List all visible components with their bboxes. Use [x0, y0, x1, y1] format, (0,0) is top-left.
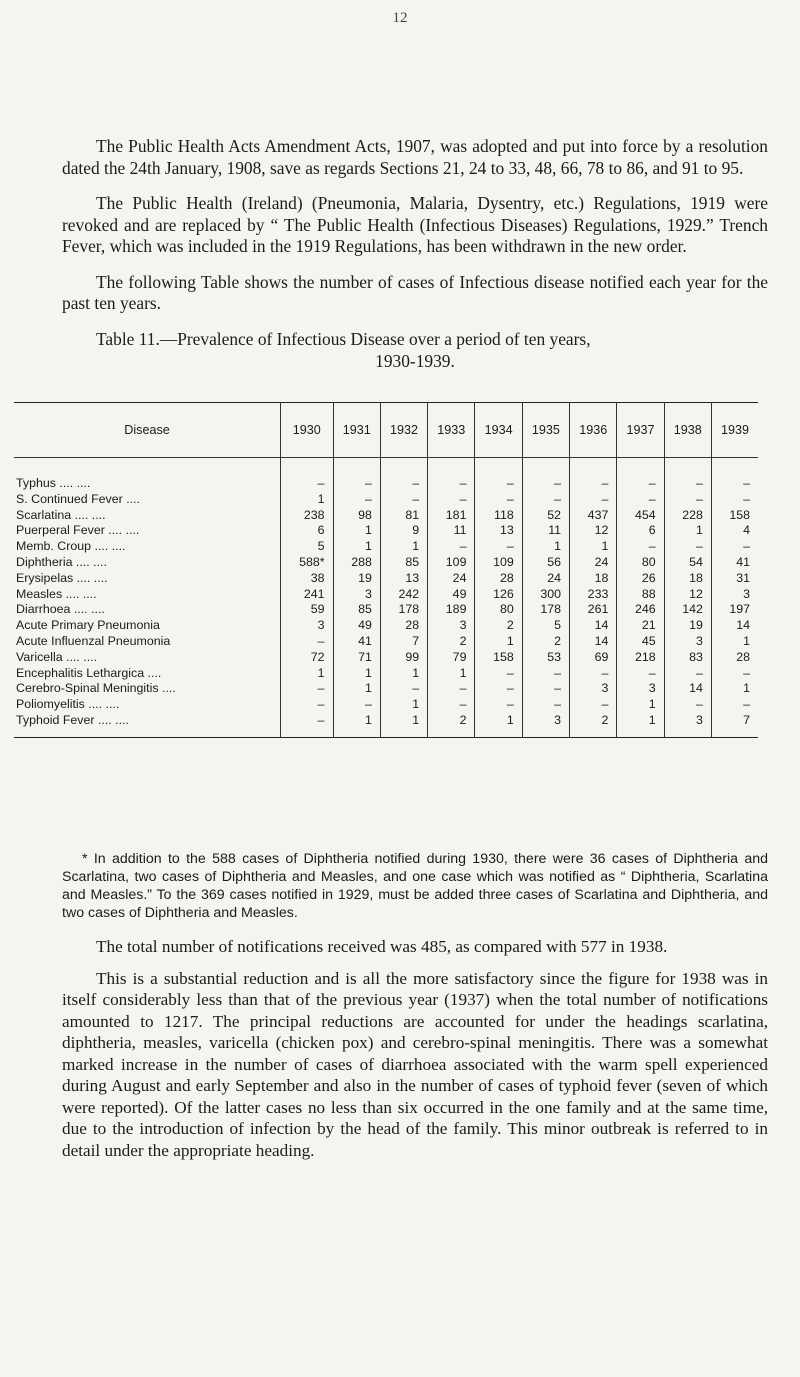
case-count-cell: 1 — [281, 666, 334, 682]
case-count-cell: 28 — [711, 650, 758, 666]
case-count-cell: 71 — [333, 650, 380, 666]
table-row — [14, 571, 758, 587]
case-count-cell: 588* — [281, 555, 334, 571]
table-body — [14, 458, 758, 738]
case-count-cell: – — [475, 492, 522, 508]
case-count-cell: 3 — [281, 618, 334, 634]
header-1932: 1932 — [380, 403, 427, 458]
table-row — [14, 713, 758, 738]
case-count-cell: 53 — [522, 650, 569, 666]
table-row — [14, 650, 758, 666]
header-1938: 1938 — [664, 403, 711, 458]
table-row — [14, 697, 758, 713]
case-count-cell: 9 — [380, 523, 427, 539]
case-count-cell: – — [428, 697, 475, 713]
case-count-cell: – — [711, 539, 758, 555]
case-count-cell: 126 — [475, 587, 522, 603]
case-count-cell: 14 — [664, 681, 711, 697]
case-count-cell: 11 — [428, 523, 475, 539]
case-count-cell: 142 — [664, 602, 711, 618]
disease-name-cell: S. Continued Fever .... — [16, 491, 140, 506]
spacer-cell — [380, 458, 427, 477]
case-count-cell: 178 — [380, 602, 427, 618]
case-count-cell: 14 — [711, 618, 758, 634]
case-count-cell: – — [664, 476, 711, 492]
case-count-cell: 1 — [333, 539, 380, 555]
case-count-cell: 7 — [711, 713, 758, 738]
spacer-cell — [281, 458, 334, 477]
case-count-cell: 6 — [617, 523, 664, 539]
case-count-cell: 2 — [522, 634, 569, 650]
disease-name-cell: Poliomyelitis .... .... — [16, 697, 120, 712]
disease-name-cell: Acute Influenzal Pneumonia — [16, 633, 171, 648]
spacer-cell — [333, 458, 380, 477]
case-count-cell: 99 — [380, 650, 427, 666]
case-count-cell: 19 — [664, 618, 711, 634]
case-count-cell: 11 — [522, 523, 569, 539]
case-count-cell: 238 — [281, 508, 334, 524]
case-count-cell: – — [281, 681, 334, 697]
case-count-cell: 1 — [428, 666, 475, 682]
case-count-cell: – — [711, 666, 758, 682]
table-row — [14, 476, 758, 492]
case-count-cell: – — [617, 492, 664, 508]
case-count-cell: 85 — [380, 555, 427, 571]
case-count-cell: 79 — [428, 650, 475, 666]
case-count-cell: 1 — [475, 713, 522, 738]
case-count-cell: – — [522, 681, 569, 697]
case-count-cell: 1 — [711, 634, 758, 650]
case-count-cell: 2 — [428, 634, 475, 650]
case-count-cell: 109 — [475, 555, 522, 571]
case-count-cell: 454 — [617, 508, 664, 524]
case-count-cell: 85 — [333, 602, 380, 618]
case-count-cell: 56 — [522, 555, 569, 571]
table-caption-line2: 1930-1939. — [375, 350, 455, 371]
case-count-cell: 21 — [617, 618, 664, 634]
case-count-cell: – — [333, 476, 380, 492]
case-count-cell: 69 — [570, 650, 617, 666]
table-row — [14, 681, 758, 697]
case-count-cell: – — [380, 492, 427, 508]
case-count-cell: 12 — [570, 523, 617, 539]
disease-name-cell: Acute Primary Pneumonia — [16, 618, 160, 633]
table-row — [14, 508, 758, 524]
case-count-cell: 109 — [428, 555, 475, 571]
case-count-cell: 300 — [522, 587, 569, 603]
case-count-cell: – — [475, 539, 522, 555]
header-disease: Disease — [14, 403, 281, 458]
case-count-cell: – — [428, 539, 475, 555]
case-count-cell: 246 — [617, 602, 664, 618]
case-count-cell: 5 — [281, 539, 334, 555]
disease-name-cell: Cerebro-Spinal Meningitis .... — [16, 681, 176, 696]
header-1930: 1930 — [281, 403, 334, 458]
page-number: 12 — [392, 10, 408, 26]
case-count-cell: 12 — [664, 587, 711, 603]
header-1934: 1934 — [475, 403, 522, 458]
spacer-cell — [475, 458, 522, 477]
case-count-cell: 261 — [570, 602, 617, 618]
case-count-cell: 3 — [570, 681, 617, 697]
case-count-cell: 1 — [475, 634, 522, 650]
case-count-cell: 241 — [281, 587, 334, 603]
case-count-cell: 1 — [333, 523, 380, 539]
paragraph-reduction-discussion: This is a substantial reduction and is all the more satisfactory since the figure for 1938 was in itself considerably less than that of the previous year (1937) when the total number of notifications amounted to 1217. The principal reductions are accounted for under the headings scarlatina, diphtheria, measles, varicella (chicken pox) and cerebro-spinal meningitis. There was a somewhat marked increase in the number of cases of diarrhoea associated with the warm spell experienced during August and early September and also in the number of cases of typhoid fever (seven of which were reported). Of the latter cases no less than six occurred in the one family and at the same time, due to the introduction of infection by the head of the family. This minor outbreak is referred to in detail under the appropriate heading. — [62, 968, 768, 1160]
disease-name-cell: Memb. Croup .... .... — [16, 539, 126, 554]
disease-name-cell: Scarlatina .... .... — [16, 507, 106, 522]
case-count-cell: – — [664, 697, 711, 713]
case-count-cell: 28 — [380, 618, 427, 634]
case-count-cell: 19 — [333, 571, 380, 587]
case-count-cell: 41 — [333, 634, 380, 650]
case-count-cell: – — [281, 634, 334, 650]
case-count-cell: 288 — [333, 555, 380, 571]
case-count-cell: 52 — [522, 508, 569, 524]
case-count-cell: 1 — [380, 539, 427, 555]
case-count-cell: 2 — [428, 713, 475, 738]
case-count-cell: – — [570, 476, 617, 492]
case-count-cell: 1 — [711, 681, 758, 697]
case-count-cell: 1 — [570, 539, 617, 555]
table-caption — [62, 329, 768, 372]
disease-name-cell: Diphtheria .... .... — [16, 554, 107, 569]
case-count-cell: 18 — [664, 571, 711, 587]
case-count-cell: 1 — [380, 713, 427, 738]
case-count-cell: 14 — [570, 618, 617, 634]
case-count-cell: – — [281, 476, 334, 492]
table-row — [14, 618, 758, 634]
spacer-cell — [664, 458, 711, 477]
case-count-cell: – — [281, 697, 334, 713]
case-count-cell: 1 — [281, 492, 334, 508]
case-count-cell: 7 — [380, 634, 427, 650]
disease-name-cell: Varicella .... .... — [16, 649, 98, 664]
case-count-cell: 54 — [664, 555, 711, 571]
case-count-cell: 197 — [711, 602, 758, 618]
spacer-cell — [428, 458, 475, 477]
case-count-cell: 1 — [333, 666, 380, 682]
disease-name-cell: Erysipelas .... .... — [16, 570, 108, 585]
header-1937: 1937 — [617, 403, 664, 458]
spacer-cell — [617, 458, 664, 477]
table-row — [14, 492, 758, 508]
case-count-cell: – — [711, 492, 758, 508]
spacer-cell — [522, 458, 569, 477]
table-row — [14, 539, 758, 555]
case-count-cell: 158 — [475, 650, 522, 666]
case-count-cell: 88 — [617, 587, 664, 603]
case-count-cell: – — [522, 492, 569, 508]
case-count-cell: – — [428, 492, 475, 508]
disease-name-cell: Typhus .... .... — [16, 476, 91, 490]
case-count-cell: 437 — [570, 508, 617, 524]
case-count-cell: 72 — [281, 650, 334, 666]
prevalence-table — [14, 402, 758, 738]
case-count-cell: 26 — [617, 571, 664, 587]
case-count-cell: 158 — [711, 508, 758, 524]
case-count-cell: – — [617, 666, 664, 682]
disease-name-cell: Measles .... .... — [16, 586, 97, 601]
case-count-cell: 1 — [333, 681, 380, 697]
case-count-cell: 31 — [711, 571, 758, 587]
table-row — [14, 523, 758, 539]
case-count-cell: – — [522, 666, 569, 682]
table-row — [14, 555, 758, 571]
case-count-cell: 24 — [522, 571, 569, 587]
case-count-cell: – — [664, 492, 711, 508]
case-count-cell: – — [664, 666, 711, 682]
case-count-cell: 242 — [380, 587, 427, 603]
spacer-cell — [711, 458, 758, 477]
table-caption-line1: Table 11.—Prevalence of Infectious Disease over a period of ten years, — [96, 328, 591, 349]
case-count-cell: 13 — [475, 523, 522, 539]
case-count-cell: 38 — [281, 571, 334, 587]
case-count-cell: – — [664, 539, 711, 555]
header-1935: 1935 — [522, 403, 569, 458]
case-count-cell: 83 — [664, 650, 711, 666]
case-count-cell: 181 — [428, 508, 475, 524]
case-count-cell: 233 — [570, 587, 617, 603]
table-row — [14, 634, 758, 650]
case-count-cell: – — [281, 713, 334, 738]
case-count-cell: – — [380, 681, 427, 697]
footnote-diphtheria: * In addition to the 588 cases of Diphtheria notified during 1930, there were 36 cases of Diphtheria and Scarlatina, two cases of Diphtheria and Measles, and one case which was notified as “ Diphtheria, Scarlatina and Measles.” To the 369 cases notified in 1929, must be added three cases of Scarlatina and Diphtheria, and two cases of Diphtheria and Measles. — [62, 851, 768, 921]
case-count-cell: 1 — [380, 697, 427, 713]
case-count-cell: – — [711, 697, 758, 713]
table-row — [14, 666, 758, 682]
paragraph-acts-amendment: The Public Health Acts Amendment Acts, 1907, was adopted and put into force by a resolution dated the 24th January, 1908, save as regards Sections 21, 24 to 33, 48, 66, 78 to 86, and 91 to 95. — [62, 136, 768, 178]
case-count-cell: – — [711, 476, 758, 492]
paragraph-regulations: The Public Health (Ireland) (Pneumonia, Malaria, Dysentry, etc.) Regulations, 1919 were revoked and are replaced by “ The Public Health (Infectious Diseases) Regulations, 1929.” Trench Fever, which was included in the 1919 Regulations, has been withdrawn in the new order. — [62, 193, 768, 256]
case-count-cell: – — [570, 666, 617, 682]
disease-name-cell: Puerperal Fever .... .... — [16, 523, 140, 538]
case-count-cell: 45 — [617, 634, 664, 650]
case-count-cell: 5 — [522, 618, 569, 634]
disease-name-cell: Diarrhoea .... .... — [16, 602, 105, 617]
spacer-cell — [570, 458, 617, 477]
case-count-cell: 218 — [617, 650, 664, 666]
case-count-cell: – — [570, 697, 617, 713]
case-count-cell: 1 — [522, 539, 569, 555]
case-count-cell: – — [522, 476, 569, 492]
case-count-cell: 24 — [570, 555, 617, 571]
table-row — [14, 602, 758, 618]
case-count-cell: 1 — [380, 666, 427, 682]
case-count-cell: 1 — [664, 523, 711, 539]
case-count-cell: – — [333, 492, 380, 508]
case-count-cell: 3 — [522, 713, 569, 738]
case-count-cell: 1 — [333, 713, 380, 738]
case-count-cell: 49 — [333, 618, 380, 634]
case-count-cell: 81 — [380, 508, 427, 524]
case-count-cell: 3 — [711, 587, 758, 603]
paragraph-total-notifications: The total number of notifications received was 485, as compared with 577 in 1938. — [96, 937, 668, 956]
header-1939: 1939 — [711, 403, 758, 458]
case-count-cell: 2 — [570, 713, 617, 738]
case-count-cell: 59 — [281, 602, 334, 618]
case-count-cell: 13 — [380, 571, 427, 587]
case-count-cell: – — [617, 539, 664, 555]
case-count-cell: 49 — [428, 587, 475, 603]
case-count-cell: 6 — [281, 523, 334, 539]
case-count-cell: 80 — [475, 602, 522, 618]
case-count-cell: 118 — [475, 508, 522, 524]
case-count-cell: 80 — [617, 555, 664, 571]
case-count-cell: – — [380, 476, 427, 492]
case-count-cell: 41 — [711, 555, 758, 571]
header-1936: 1936 — [570, 403, 617, 458]
case-count-cell: 228 — [664, 508, 711, 524]
case-count-cell: – — [522, 697, 569, 713]
header-1931: 1931 — [333, 403, 380, 458]
case-count-cell: 18 — [570, 571, 617, 587]
header-1933: 1933 — [428, 403, 475, 458]
case-count-cell: 1 — [617, 713, 664, 738]
top-text — [62, 136, 768, 372]
bottom-text — [62, 850, 768, 1171]
case-count-cell: – — [428, 476, 475, 492]
case-count-cell: 2 — [475, 618, 522, 634]
case-count-cell: 14 — [570, 634, 617, 650]
case-count-cell: 98 — [333, 508, 380, 524]
case-count-cell: – — [475, 681, 522, 697]
case-count-cell: – — [570, 492, 617, 508]
case-count-cell: – — [333, 697, 380, 713]
table-row — [14, 587, 758, 603]
disease-name-cell: Typhoid Fever .... .... — [16, 712, 129, 727]
case-count-cell: 3 — [333, 587, 380, 603]
case-count-cell: 3 — [664, 634, 711, 650]
case-count-cell: – — [475, 476, 522, 492]
spacer-cell — [14, 458, 281, 477]
case-count-cell: 3 — [617, 681, 664, 697]
case-count-cell: – — [428, 681, 475, 697]
case-count-cell: – — [617, 476, 664, 492]
table-header-row — [14, 403, 758, 458]
case-count-cell: 178 — [522, 602, 569, 618]
paragraph-table-intro: The following Table shows the number of cases of Infectious disease notified each year for the past ten years. — [62, 271, 768, 313]
case-count-cell: 28 — [475, 571, 522, 587]
case-count-cell: 4 — [711, 523, 758, 539]
disease-name-cell: Encephalitis Lethargica .... — [16, 665, 162, 680]
case-count-cell: 3 — [664, 713, 711, 738]
table-spacer-row — [14, 458, 758, 477]
case-count-cell: 24 — [428, 571, 475, 587]
case-count-cell: 1 — [617, 697, 664, 713]
case-count-cell: – — [475, 697, 522, 713]
case-count-cell: 3 — [428, 618, 475, 634]
case-count-cell: – — [475, 666, 522, 682]
case-count-cell: 189 — [428, 602, 475, 618]
